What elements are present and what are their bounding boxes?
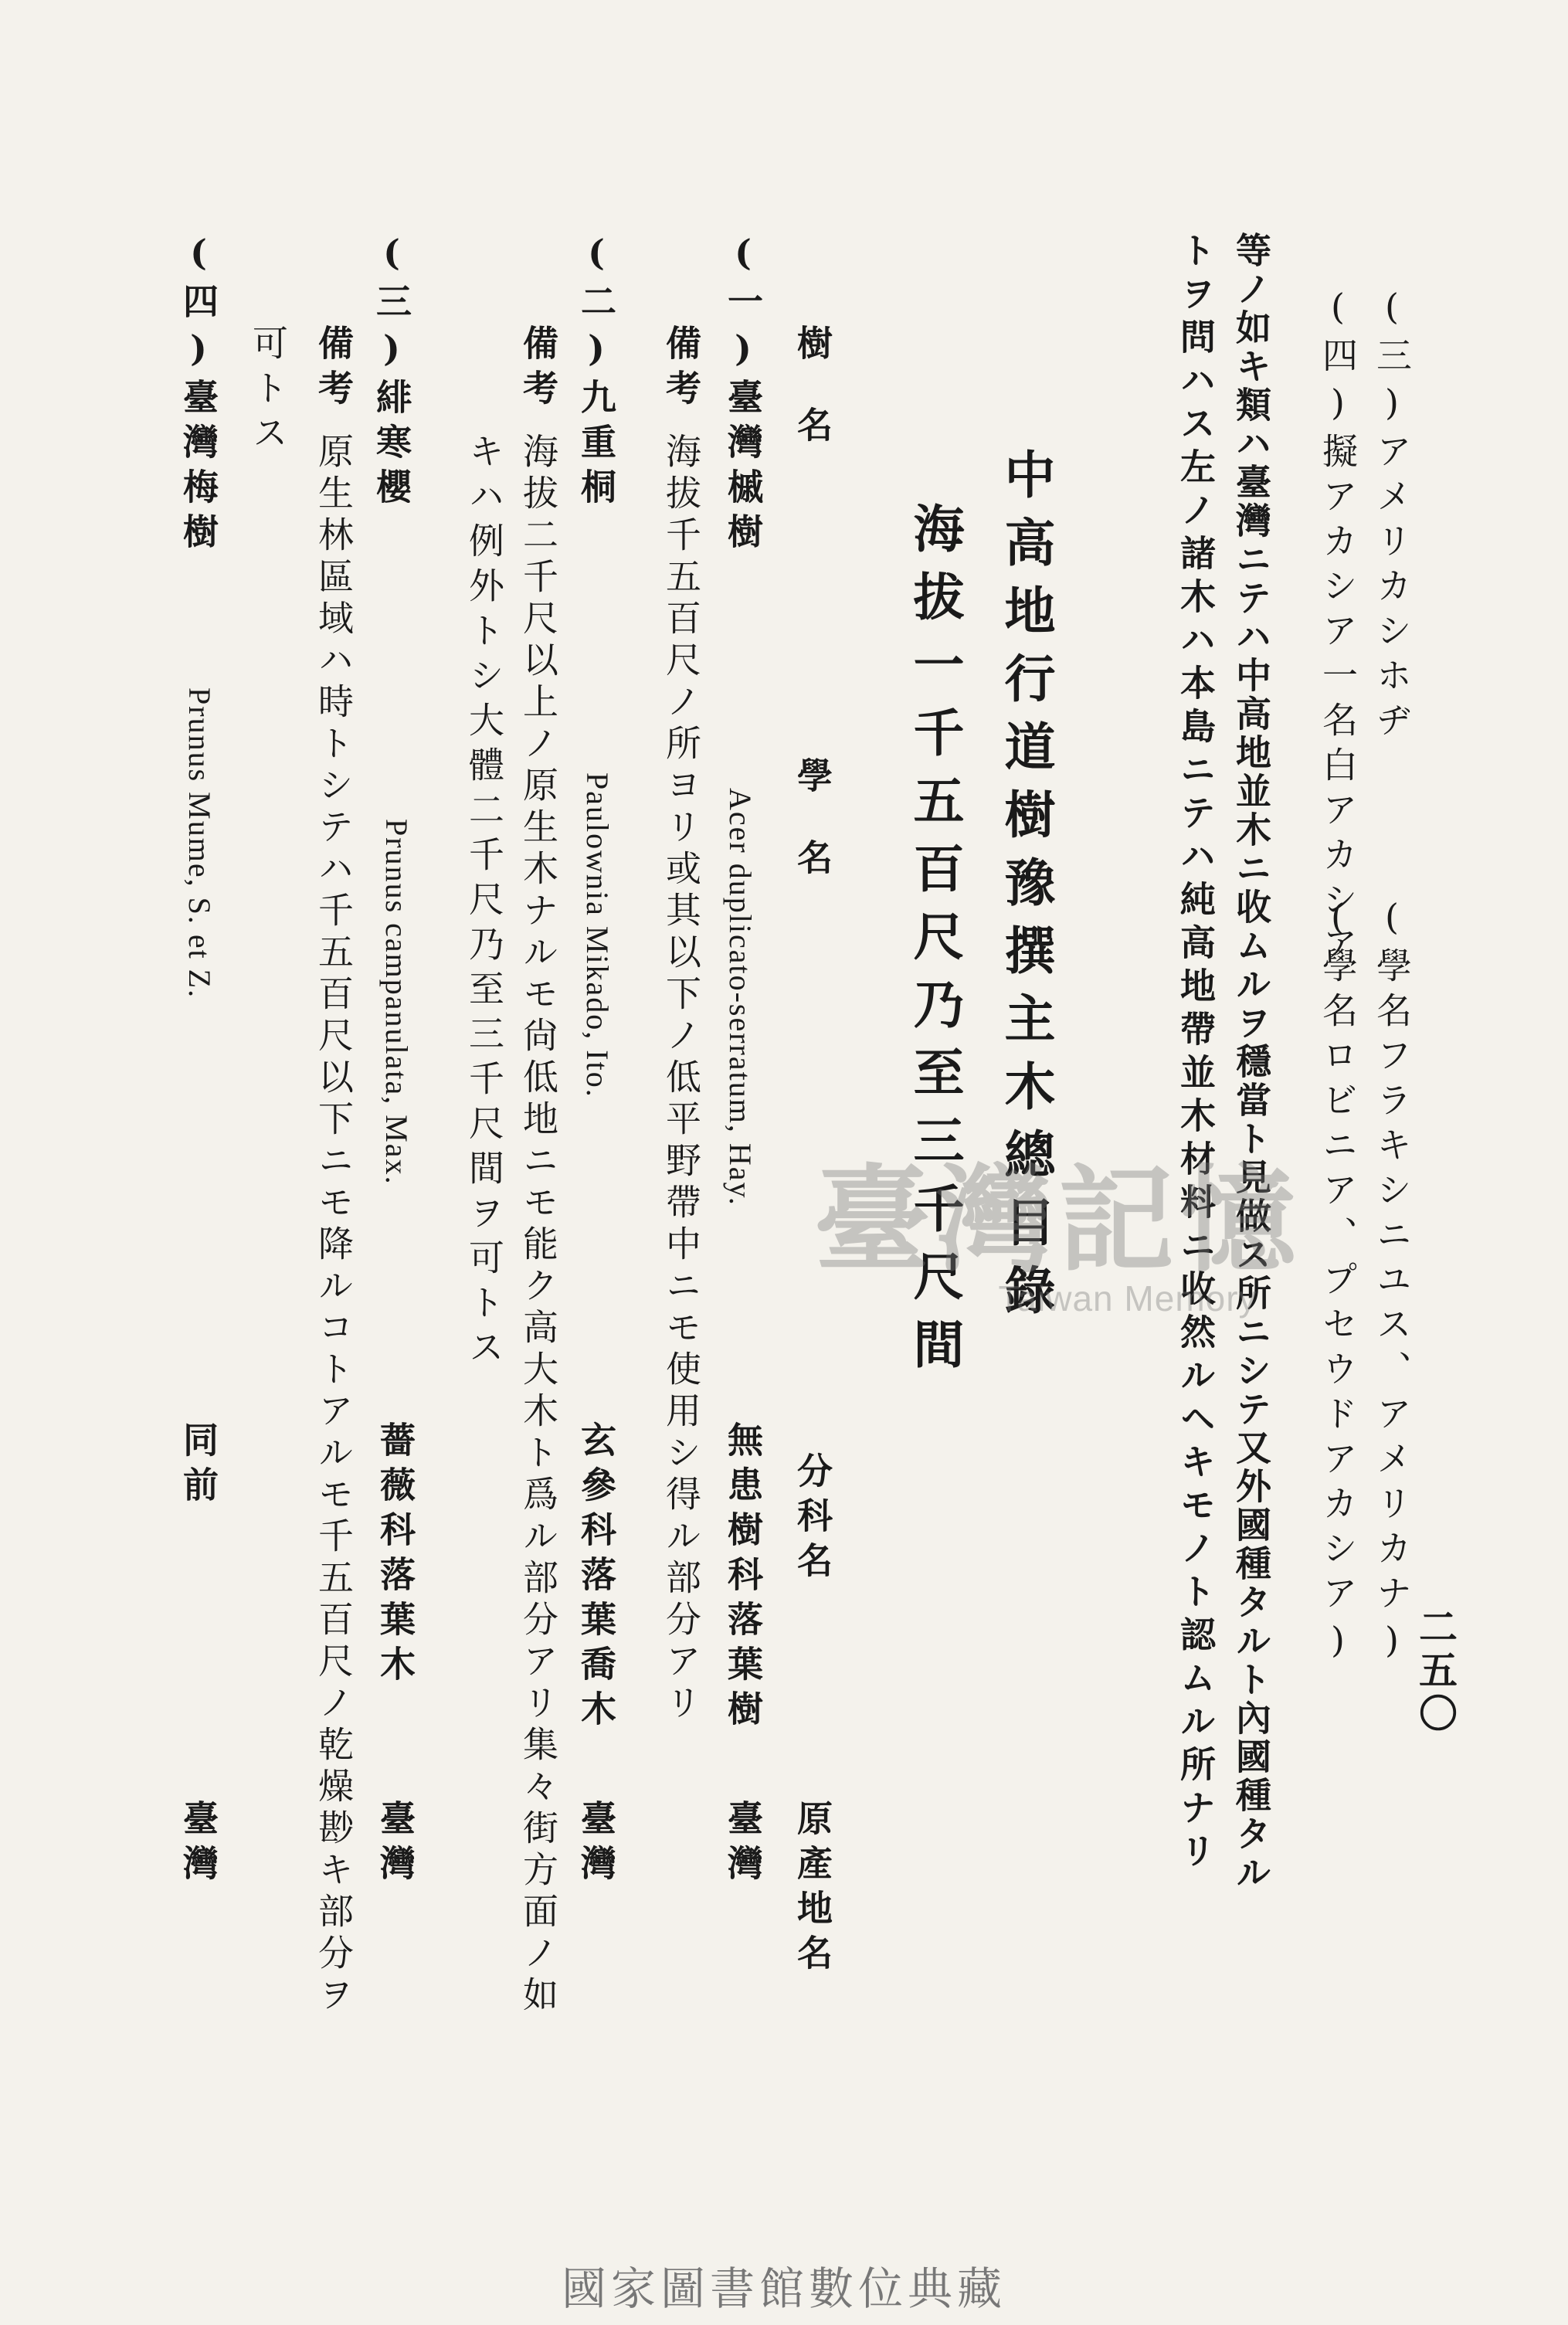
header-scientific-name: 學名 — [792, 757, 833, 921]
header-tree-name: 樹名 — [792, 324, 833, 488]
intro-line-3: (四)擬アカシア一名白アカシア — [1317, 286, 1359, 970]
remark-3: 原生林區域ハ時トシテハ千五百尺以下ニモ降ルコトアルモ千五百尺ノ乾燥尠キ部分ヲ — [313, 433, 355, 2018]
watermark-sub-text: Taiwan Memory — [998, 1278, 1257, 1319]
origin-1: 臺灣 — [722, 1800, 764, 1889]
watermark-main-text: 臺灣記憶 — [813, 1152, 1302, 1288]
header-origin: 原產地名 — [792, 1800, 833, 1979]
remark-label-2: 備考 — [518, 324, 559, 414]
tree-name-1: (一)臺灣槭樹 — [722, 232, 764, 558]
tree-name-4: (四)臺灣梅樹 — [178, 232, 219, 558]
origin-3: 臺灣 — [375, 1800, 416, 1889]
remark-label-1: 備考 — [660, 324, 702, 414]
intro-line-2: (學名フラキシニユス、アメリカナ) — [1371, 896, 1413, 1670]
scientific-name-3: Prunus campanulata, Max. — [379, 819, 414, 1186]
remark-2: 海拔二千尺以上ノ原生木ナルモ尙低地ニモ能ク高大木ト爲ル部分アリ集々街方面ノ如 — [518, 433, 559, 2018]
remark-label-3: 備考 — [313, 324, 355, 414]
scientific-name-4: Prunus Mume, S. et Z. — [182, 687, 217, 1000]
intro-line-1: (三)アメリカシホヂ — [1371, 286, 1413, 746]
header-family: 分科名 — [792, 1452, 833, 1587]
scientific-name-2: Paulownia Mikado, Ito. — [580, 772, 615, 1098]
footer-collection-label: 國家圖書館數位典藏 — [561, 2262, 1006, 2315]
intro-line-6: トヲ問ハス左ノ諸木ハ本島ニテハ純高地帶並木材料ニ收然ルヘキモノト認ムル所ナリ — [1175, 232, 1217, 1875]
intro-line-4: (學名ロビニア、プセウドアカシア) — [1317, 896, 1359, 1670]
page-number: 二五〇 — [1413, 1607, 1458, 1736]
remark-2-continued: キハ例外トシ大體二千尺乃至三千尺間ヲ可トス — [463, 433, 505, 1373]
remark-1: 海拔千五百尺ノ所ヨリ或其以下ノ低平野帶中ニモ使用シ得ル部分アリ — [660, 433, 702, 1726]
tree-name-2: (二)九重桐 — [575, 232, 617, 513]
section-subtitle: 海拔一千五百尺乃至三千尺間 — [904, 502, 965, 1386]
section-title: 中高地行道樹豫撰主木總目錄 — [996, 448, 1056, 1332]
origin-4: 臺灣 — [178, 1800, 219, 1889]
remark-3-continued: 可トス — [247, 324, 289, 459]
tree-name-3: (三)緋寒櫻 — [371, 232, 412, 513]
family-2: 玄參科落葉喬木 — [575, 1421, 617, 1735]
family-1: 無患樹科落葉樹 — [722, 1421, 764, 1735]
intro-line-5: 等ノ如キ類ハ臺灣ニテハ中高地並木ニ收ムルヲ穩當ト見做ス所ニシテ又外國種タルト內國種タル — [1230, 232, 1272, 1892]
origin-2: 臺灣 — [575, 1800, 617, 1889]
family-4: 同前 — [178, 1421, 219, 1511]
family-3: 薔薇科落葉木 — [375, 1421, 416, 1690]
scientific-name-1: Acer duplicato-serratum, Hay. — [723, 788, 758, 1207]
